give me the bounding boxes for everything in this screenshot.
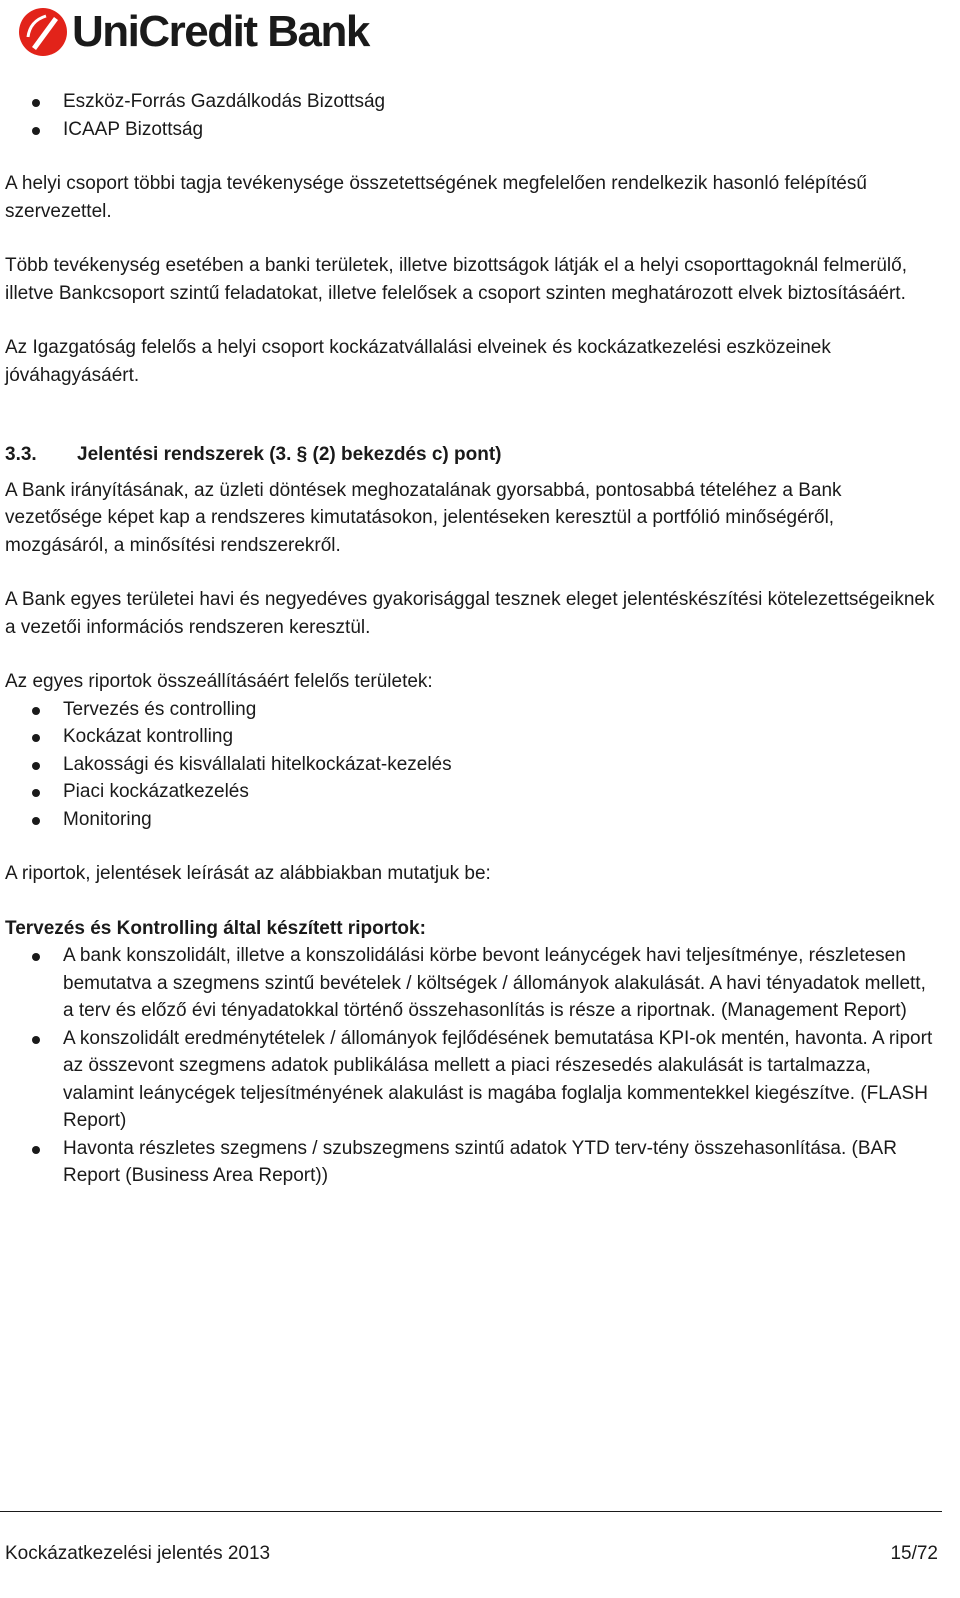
bullet-icon	[32, 99, 40, 107]
paragraph: Több tevékenység esetében a banki területek, illetve bizottságok látják el a helyi csoporttagoknál felmerülő, illetve Bankcsoport szintű feladatokat, illetve felelősek a csoport szinten meghatározott elvek biztosításáért.	[5, 255, 907, 304]
list-item: Eszköz-Forrás Gazdálkodás Bizottság	[5, 88, 940, 116]
paragraph: A riportok, jelentések leírását az alábbiakban mutatjuk be:	[5, 863, 491, 884]
list-item: Tervezés és controlling	[5, 696, 940, 724]
logo-text: UniCredit Bank	[72, 7, 369, 56]
paragraph: Az Igazgatóság felelős a helyi csoport kockázatvállalási elveinek és kockázatkezelési eszközeinek jóváhagyásáért.	[5, 337, 831, 386]
section-heading	[5, 441, 940, 469]
bullet-icon	[32, 789, 40, 797]
list-item: Kockázat kontrolling	[5, 723, 940, 751]
bullet-icon	[32, 127, 40, 135]
bullet-icon	[32, 1146, 40, 1154]
bullet-icon	[32, 1036, 40, 1044]
reports-list	[5, 942, 940, 1190]
paragraph: A helyi csoport többi tagja tevékenysége összetettségének megfelelően rendelkezik hasonló felépítésű szervezettel.	[5, 173, 867, 222]
document-body	[5, 88, 940, 1190]
list-item: Piaci kockázatkezelés	[5, 778, 940, 806]
section-title: Jelentési rendszerek (3. § (2) bekezdés c) pont)	[77, 444, 502, 465]
bullet-icon	[32, 953, 40, 961]
bullet-icon	[32, 762, 40, 770]
bullet-icon	[32, 817, 40, 825]
bullet-icon	[32, 707, 40, 715]
paragraph: A Bank egyes területei havi és negyedéves gyakorisággal tesznek eleget jelentéskészítési kötelezettségeiknek a vezetői információs rendszeren keresztül.	[5, 589, 935, 638]
intro-list	[5, 88, 940, 143]
unicredit-logo-icon	[18, 7, 68, 57]
areas-list	[5, 696, 940, 834]
bullet-icon	[32, 734, 40, 742]
list-item: Havonta részletes szegmens / szubszegmens szintű adatok YTD terv-tény összehasonlítása. (BAR Report (Business Area Report))	[5, 1135, 940, 1190]
list-item: A konszolidált eredménytételek / állományok fejlődésének bemutatása KPI-ok mentén, havonta. A riport az összevont szegmens adatok publikálása mellett a piaci részesedés alakulását is tartalmazza, valamint leánycégek teljesítményének alakulást is magába foglalja kommentekkel kiegészítve. (FLASH Report)	[5, 1025, 940, 1135]
paragraph: A Bank irányításának, az üzleti döntések meghozatalának gyorsabbá, pontosabbá tételéhez a Bank vezetősége képet kap a rendszeres kimutatásokon, jelentéseken keresztül a portfólió minőségéről, mozgásáról, a minősítési rendszerekről.	[5, 479, 842, 556]
subheading: Tervezés és Kontrolling által készített riportok:	[5, 917, 426, 939]
list-item: Lakossági és kisvállalati hitelkockázat-kezelés	[5, 751, 940, 779]
list-item: A bank konszolidált, illetve a konszolidálási körbe bevont leánycégek havi teljesítménye, részletesen bemutatva a szegmens szintű bevételek / költségek / állományok alakulását. A havi tényadatok mellett, a terv és előző évi tényadatokkal történő összehasonlítás is része a riportnak. (Management Report)	[5, 942, 940, 1025]
footer-title: Kockázatkezelési jelentés 2013	[5, 1543, 271, 1564]
list-item: Monitoring	[5, 806, 940, 834]
footer-divider	[0, 1511, 942, 1512]
list-item: ICAAP Bizottság	[5, 116, 940, 144]
section-number: 3.3.	[5, 444, 37, 465]
header	[18, 6, 369, 58]
page-number: 15/72	[890, 1543, 938, 1564]
paragraph: Az egyes riportok összeállításáért felelős területek:	[5, 671, 433, 692]
